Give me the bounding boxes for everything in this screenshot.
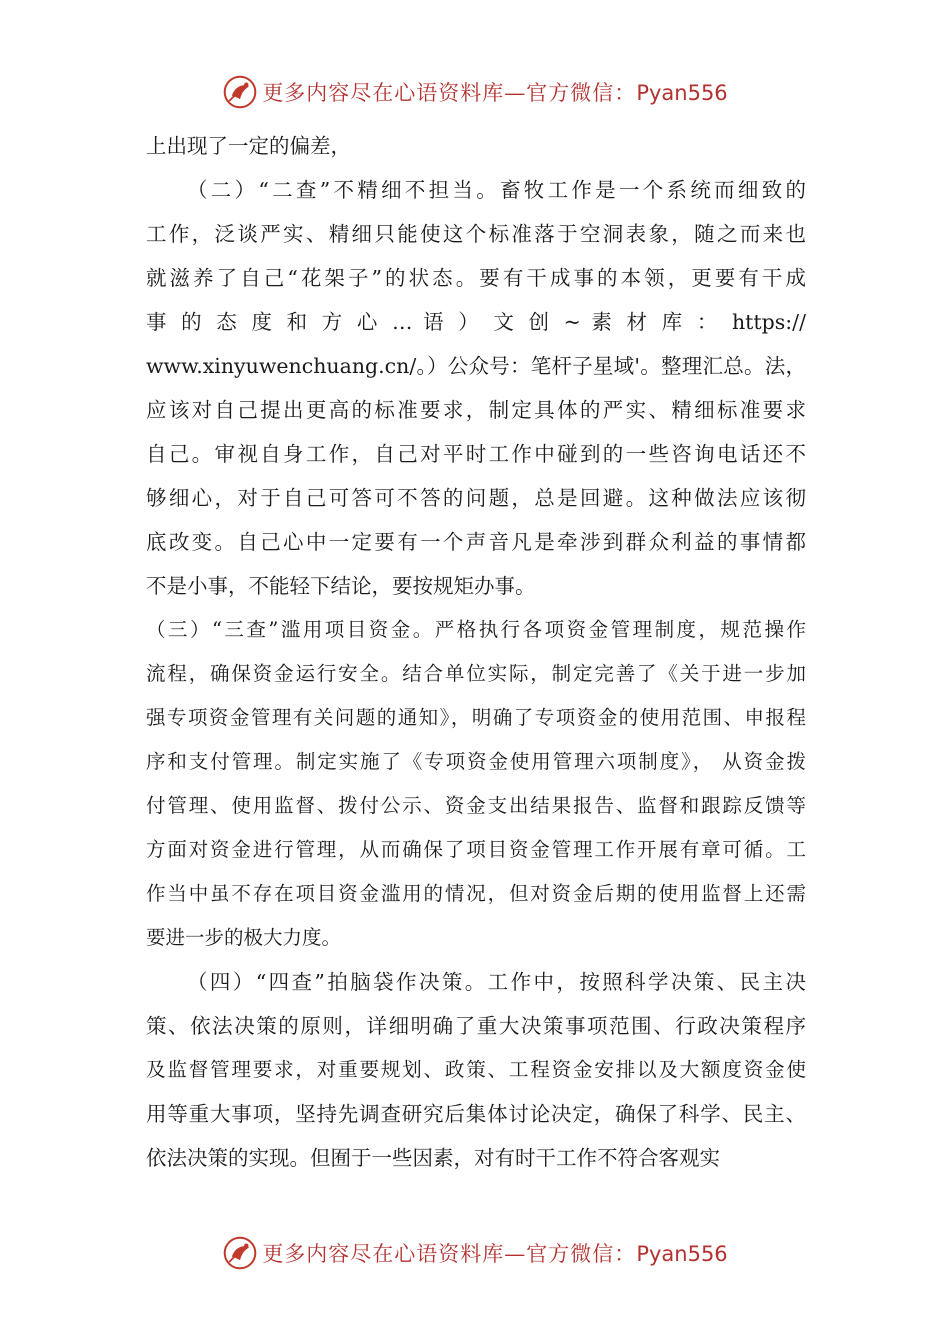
- logo-icon: [222, 74, 258, 110]
- text-line: 依法决策的实现。但囿于一些因素，对有时干工作不符合客观实: [146, 1146, 720, 1170]
- text-line: 及监督管理要求，对重要规划、政策、工程资金安排以及大额度资金使: [146, 1058, 806, 1081]
- text-line: 序和支付管理。制定实施了《专项资金使用管理六项制度》， 从资金拨: [146, 750, 806, 773]
- text-line: 够细心，对于自己可答可不答的问题，总是回避。这种做法应该彻: [146, 486, 806, 510]
- text-line: 付管理、使用监督、拨付公示、资金支出结果报告、监督和跟踪反馈等: [146, 794, 806, 817]
- text-line: 方面对资金进行管理，从而确保了项目资金管理工作开展有章可循。工: [146, 838, 806, 861]
- footer-banner-text: 更多内容尽在心语资料库—官方微信：Pyan556: [262, 1242, 728, 1266]
- header-banner: [0, 72, 950, 112]
- text-line: （四）“四查”拍脑袋作决策。工作中，按照科学决策、民主决: [187, 970, 806, 994]
- header-wechat-id: Pyan556: [636, 81, 728, 105]
- text-line: 底改变。自己心中一定要有一个声音凡是牵涉到群众利益的事情都: [146, 530, 806, 554]
- paragraph-4: [146, 960, 806, 1180]
- text-line: 策、依法决策的原则，详细明确了重大决策事项范围、行政决策程序: [146, 1014, 806, 1038]
- logo-icon: [222, 1235, 258, 1271]
- text-line: 作当中虽不存在项目资金滥用的情况，但对资金后期的使用监督上还需: [146, 882, 806, 905]
- text-line: 应该对自己提出更高的标准要求，制定具体的严实、精细标准要求: [146, 398, 806, 422]
- text-line: 用等重大事项，坚持先调查研究后集体讨论决定，确保了科学、民主、: [146, 1102, 806, 1126]
- text-line: （三）“三查”滥用项目资金。严格执行各项资金管理制度，规范操作: [146, 618, 806, 641]
- text-line: 流程，确保资金运行安全。结合单位实际，制定完善了《关于进一步加: [146, 662, 806, 685]
- footer-banner: [0, 1233, 950, 1273]
- text-line: 自己。审视自身工作，自己对平时工作中碰到的一些咨询电话还不: [146, 442, 806, 466]
- document-body: [146, 124, 806, 1180]
- text-line: 上出现了一定的偏差，: [146, 134, 351, 158]
- text-line: （二）“二查”不精细不担当。畜牧工作是一个系统而细致的: [187, 178, 806, 202]
- text-line: 就滋养了自己“花架子”的状态。要有干成事的本领，更要有干成: [146, 266, 806, 290]
- paragraph-3: [146, 608, 806, 960]
- text-line: 不是小事，不能轻下结论，要按规矩办事。: [146, 574, 536, 598]
- header-banner-text: 更多内容尽在心语资料库—官方微信：Pyan556: [262, 81, 728, 105]
- text-line: 工作，泛谈严实、精细只能使这个标准落于空洞表象，随之而来也: [146, 222, 806, 246]
- text-line: 要进一步的极大力度。: [146, 926, 342, 949]
- footer-wechat-id: Pyan556: [636, 1242, 728, 1266]
- paragraph-2: [146, 168, 806, 608]
- text-line: 强专项资金管理有关问题的通知》，明确了专项资金的使用范围、申报程: [146, 706, 806, 729]
- text-line: 事 的 态 度 和 方 心 … 语 ） 文 创 ~ 素 材 库 ： https://: [146, 310, 806, 334]
- paragraph-continuation: [146, 124, 806, 168]
- text-line: www.xinyuwenchuang.cn/。）公众号：笔杆子星域'。整理汇总。法，: [146, 354, 806, 378]
